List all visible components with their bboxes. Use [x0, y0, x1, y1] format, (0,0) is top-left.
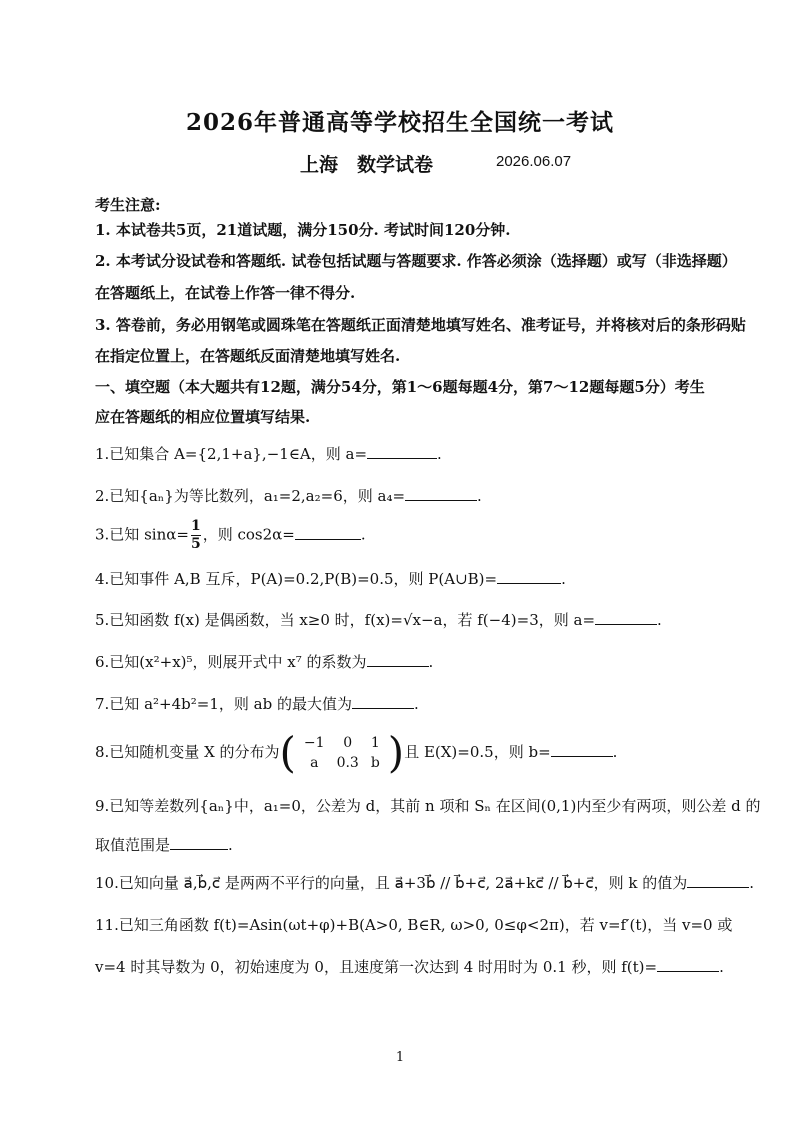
exam-subtitle: 上海 数学试卷	[300, 154, 434, 176]
notice-item-1: 1. 本试卷共5页，21道试题，满分150分. 考试时间120分钟.	[95, 221, 511, 239]
question-6-text: 6.已知(x²+x)⁵，则展开式中 x⁷ 的系数为	[95, 653, 367, 671]
notice-item-2-cont: 在答题纸上，在试卷上作答一律不得分.	[95, 284, 356, 302]
question-9-cont: 取值范围是 .	[95, 836, 233, 854]
question-11-text-a: 11.已知三角函数 f(t)=Asin(ωt+φ)+B(A>0, B∈R, ω>0, 0≤φ<2π)，若 v=f′(t)，当 v=0 或	[95, 916, 733, 934]
notice-item-2: 2. 本考试分设试卷和答题纸. 试卷包括试题与答题要求. 作答必须涂（选择题）或写（非选择题）	[95, 252, 737, 270]
answer-blank-10[interactable]	[687, 873, 749, 888]
exam-date: 2026.06.07	[496, 153, 572, 170]
question-10: 10.已知向量 a⃗,b⃗,c⃗ 是两两不平行的向量，且 a⃗+3b⃗ // b⃗+c⃗, 2a⃗+kc⃗ // b⃗+c⃗，则 k 的值为 .	[95, 874, 755, 892]
question-11	[95, 914, 732, 936]
matrix-cell: b	[370, 755, 380, 771]
notice-item-3: 3. 答卷前，务必用钢笔或圆珠笔在答题纸正面清楚地填写姓名、准考证号，并将核对后的条形码贴	[95, 316, 746, 334]
question-11-cont: v=4 时其导数为 0，初始速度为 0，且速度第一次达到 4 时用时为 0.1 秒，则 f(t)= .	[95, 958, 724, 976]
matrix-cell: 1	[370, 735, 380, 751]
question-8-text-a: 8.已知随机变量 X 的分布为	[95, 743, 280, 761]
question-5-text: 5.已知函数 f(x) 是偶函数，当 x≥0 时，f(x)=√x−a，若 f(−4)=3，则 a=	[95, 611, 596, 629]
question-6: 6.已知(x²+x)⁵，则展开式中 x⁷ 的系数为 .	[95, 653, 434, 671]
question-1-text: 1.已知集合 A={2,1+a},−1∈A，则 a=	[95, 445, 368, 463]
question-8: 8.已知随机变量 X 的分布为( −1 0 1 a 0.3 b )且 E(X)=0.5，则 b= .	[95, 728, 618, 777]
question-2: 2.已知{aₙ}为等比数列，a₁=2,a₂=6，则 a₄= .	[95, 487, 482, 505]
fraction-denominator: 5	[190, 536, 201, 552]
matrix-cell: 0.3	[336, 755, 359, 771]
question-4-text: 4.已知事件 A,B 互斥，P(A)=0.2,P(B)=0.5，则 P(A∪B)=	[95, 570, 498, 588]
question-5: 5.已知函数 f(x) 是偶函数，当 x≥0 时，f(x)=√x−a，若 f(−4)=3，则 a= .	[95, 611, 662, 629]
question-7-text: 7.已知 a²+4b²=1，则 ab 的最大值为	[95, 695, 352, 713]
question-3: 3.已知 sinα= $\frac{1}{5}$ ，则 cos2α= .	[95, 518, 366, 552]
answer-blank-7[interactable]	[352, 694, 414, 709]
question-4: 4.已知事件 A,B 互斥，P(A)=0.2,P(B)=0.5，则 P(A∪B)= .	[95, 570, 566, 588]
question-9	[95, 795, 760, 817]
matrix-cell: a	[310, 755, 319, 771]
question-9-text-a: 9.已知等差数列{aₙ}中，a₁=0，公差为 d，其前 n 项和 Sₙ 在区间(0,1)内至少有两项，则公差 d 的	[95, 797, 761, 815]
matrix-cell: −1	[303, 735, 325, 751]
question-9-text-b: 取值范围是	[95, 836, 171, 854]
answer-blank-3[interactable]	[295, 525, 361, 540]
question-1: 1.已知集合 A={2,1+a},−1∈A，则 a= .	[95, 445, 442, 463]
answer-blank-8[interactable]	[551, 742, 613, 757]
answer-blank-11[interactable]	[657, 957, 719, 972]
question-3-text-b: ，则 cos2α=	[202, 525, 295, 544]
page-number: 1	[395, 1050, 405, 1065]
answer-blank-9[interactable]	[170, 835, 228, 850]
answer-blank-1[interactable]	[367, 444, 437, 459]
answer-blank-6[interactable]	[367, 652, 429, 667]
question-11-text-b: v=4 时其导数为 0，初始速度为 0，且速度第一次达到 4 时用时为 0.1 秒，则 f(t)=	[95, 958, 658, 976]
matrix-cell: 0	[343, 735, 353, 751]
answer-blank-2[interactable]	[405, 486, 477, 501]
question-8-text-b: 且 E(X)=0.5，则 b=	[404, 743, 551, 761]
answer-blank-4[interactable]	[497, 569, 561, 584]
answer-blank-5[interactable]	[595, 610, 657, 625]
fraction-numerator: 1	[190, 518, 201, 534]
question-2-text: 2.已知{aₙ}为等比数列，a₁=2,a₂=6，则 a₄=	[95, 487, 406, 505]
section-heading-cont: 应在答题纸的相应位置填写结果.	[95, 408, 311, 426]
exam-title: 2026年普通高等学校招生全国统一考试	[185, 109, 614, 136]
distribution-matrix	[298, 733, 386, 773]
notice-title: 考生注意:	[95, 196, 161, 214]
fraction-one-fifth	[191, 518, 201, 553]
notice-item-3-cont: 在指定位置上，在答题纸反面清楚地填写姓名.	[95, 347, 401, 365]
question-10-text: 10.已知向量 a⃗,b⃗,c⃗ 是两两不平行的向量，且 a⃗+3b⃗ // b⃗+c⃗, 2a⃗+kc⃗ // b⃗+c⃗，则 k 的值为	[95, 874, 688, 892]
section-heading: 一、填空题（本大题共有12题，满分54分，第1～6题每题4分，第7～12题每题5分）考生	[95, 378, 705, 396]
question-7: 7.已知 a²+4b²=1，则 ab 的最大值为 .	[95, 695, 419, 713]
question-3-text-a: 3.已知 sinα=	[95, 525, 189, 544]
